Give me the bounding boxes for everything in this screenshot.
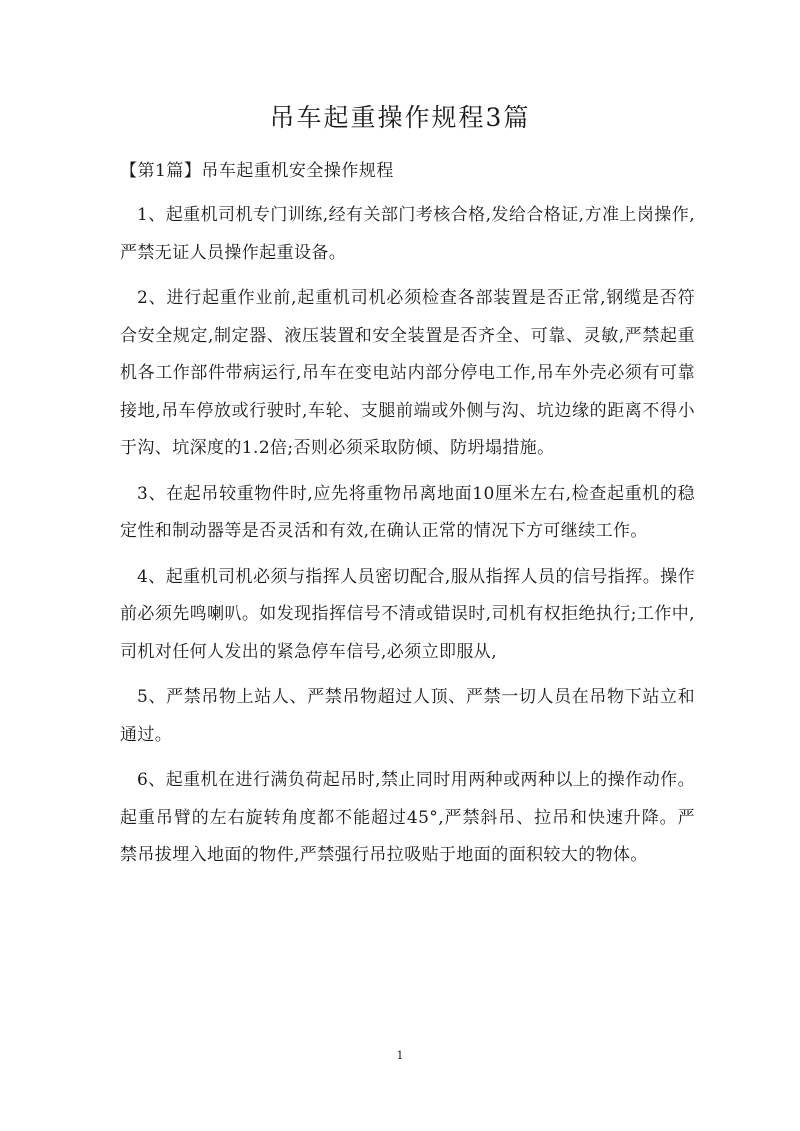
paragraph-6: 6、起重机在进行满负荷起吊时,禁止同时用两种或两种以上的操作动作。起重吊臂的左右旋转角度都不能超过45°,严禁斜吊、拉吊和快速升降。严禁吊拔埋入地面的物件,严禁强行吊拉吸贴于地面的面积较大的物体。	[120, 770, 695, 865]
document-title: 吊车起重操作规程3篇	[269, 103, 531, 132]
paragraph-3: 3、在起吊较重物件时,应先将重物吊离地面10厘米左右,检查起重机的稳定性和制动器等是否灵活和有效,在确认正常的情况下方可继续工作。	[120, 483, 695, 541]
document-body	[120, 197, 695, 883]
section-heading: 【第1篇】吊车起重机安全操作规程	[120, 161, 394, 181]
paragraph-2: 2、进行起重作业前,起重机司机必须检查各部装置是否正常,钢缆是否符合安全规定,制定器、液压装置和安全装置是否齐全、可靠、灵敏,严禁起重机各工作部件带病运行,吊车在变电站内部分停电工作,吊车外壳必须有可靠接地,吊车停放或行驶时,车轮、支腿前端或外侧与沟、坑边缘的距离不得小于沟、坑深度的1.2倍;否则必须采取防倾、防坍塌措施。	[120, 288, 695, 458]
paragraph-5: 5、严禁吊物上站人、严禁吊物超过人顶、严禁一切人员在吊物下站立和通过。	[120, 687, 695, 745]
paragraph-1: 1、起重机司机专门训练,经有关部门考核合格,发给合格证,方准上岗操作,严禁无证人员操作起重设备。	[120, 205, 695, 263]
page-number: 1	[396, 1049, 404, 1062]
paragraph-4: 4、起重机司机必须与指挥人员密切配合,服从指挥人员的信号指挥。操作前必须先鸣喇叭。如发现指挥信号不清或错误时,司机有权拒绝执行;工作中,司机对任何人发出的紧急停车信号,必须立即服从,	[120, 566, 695, 662]
